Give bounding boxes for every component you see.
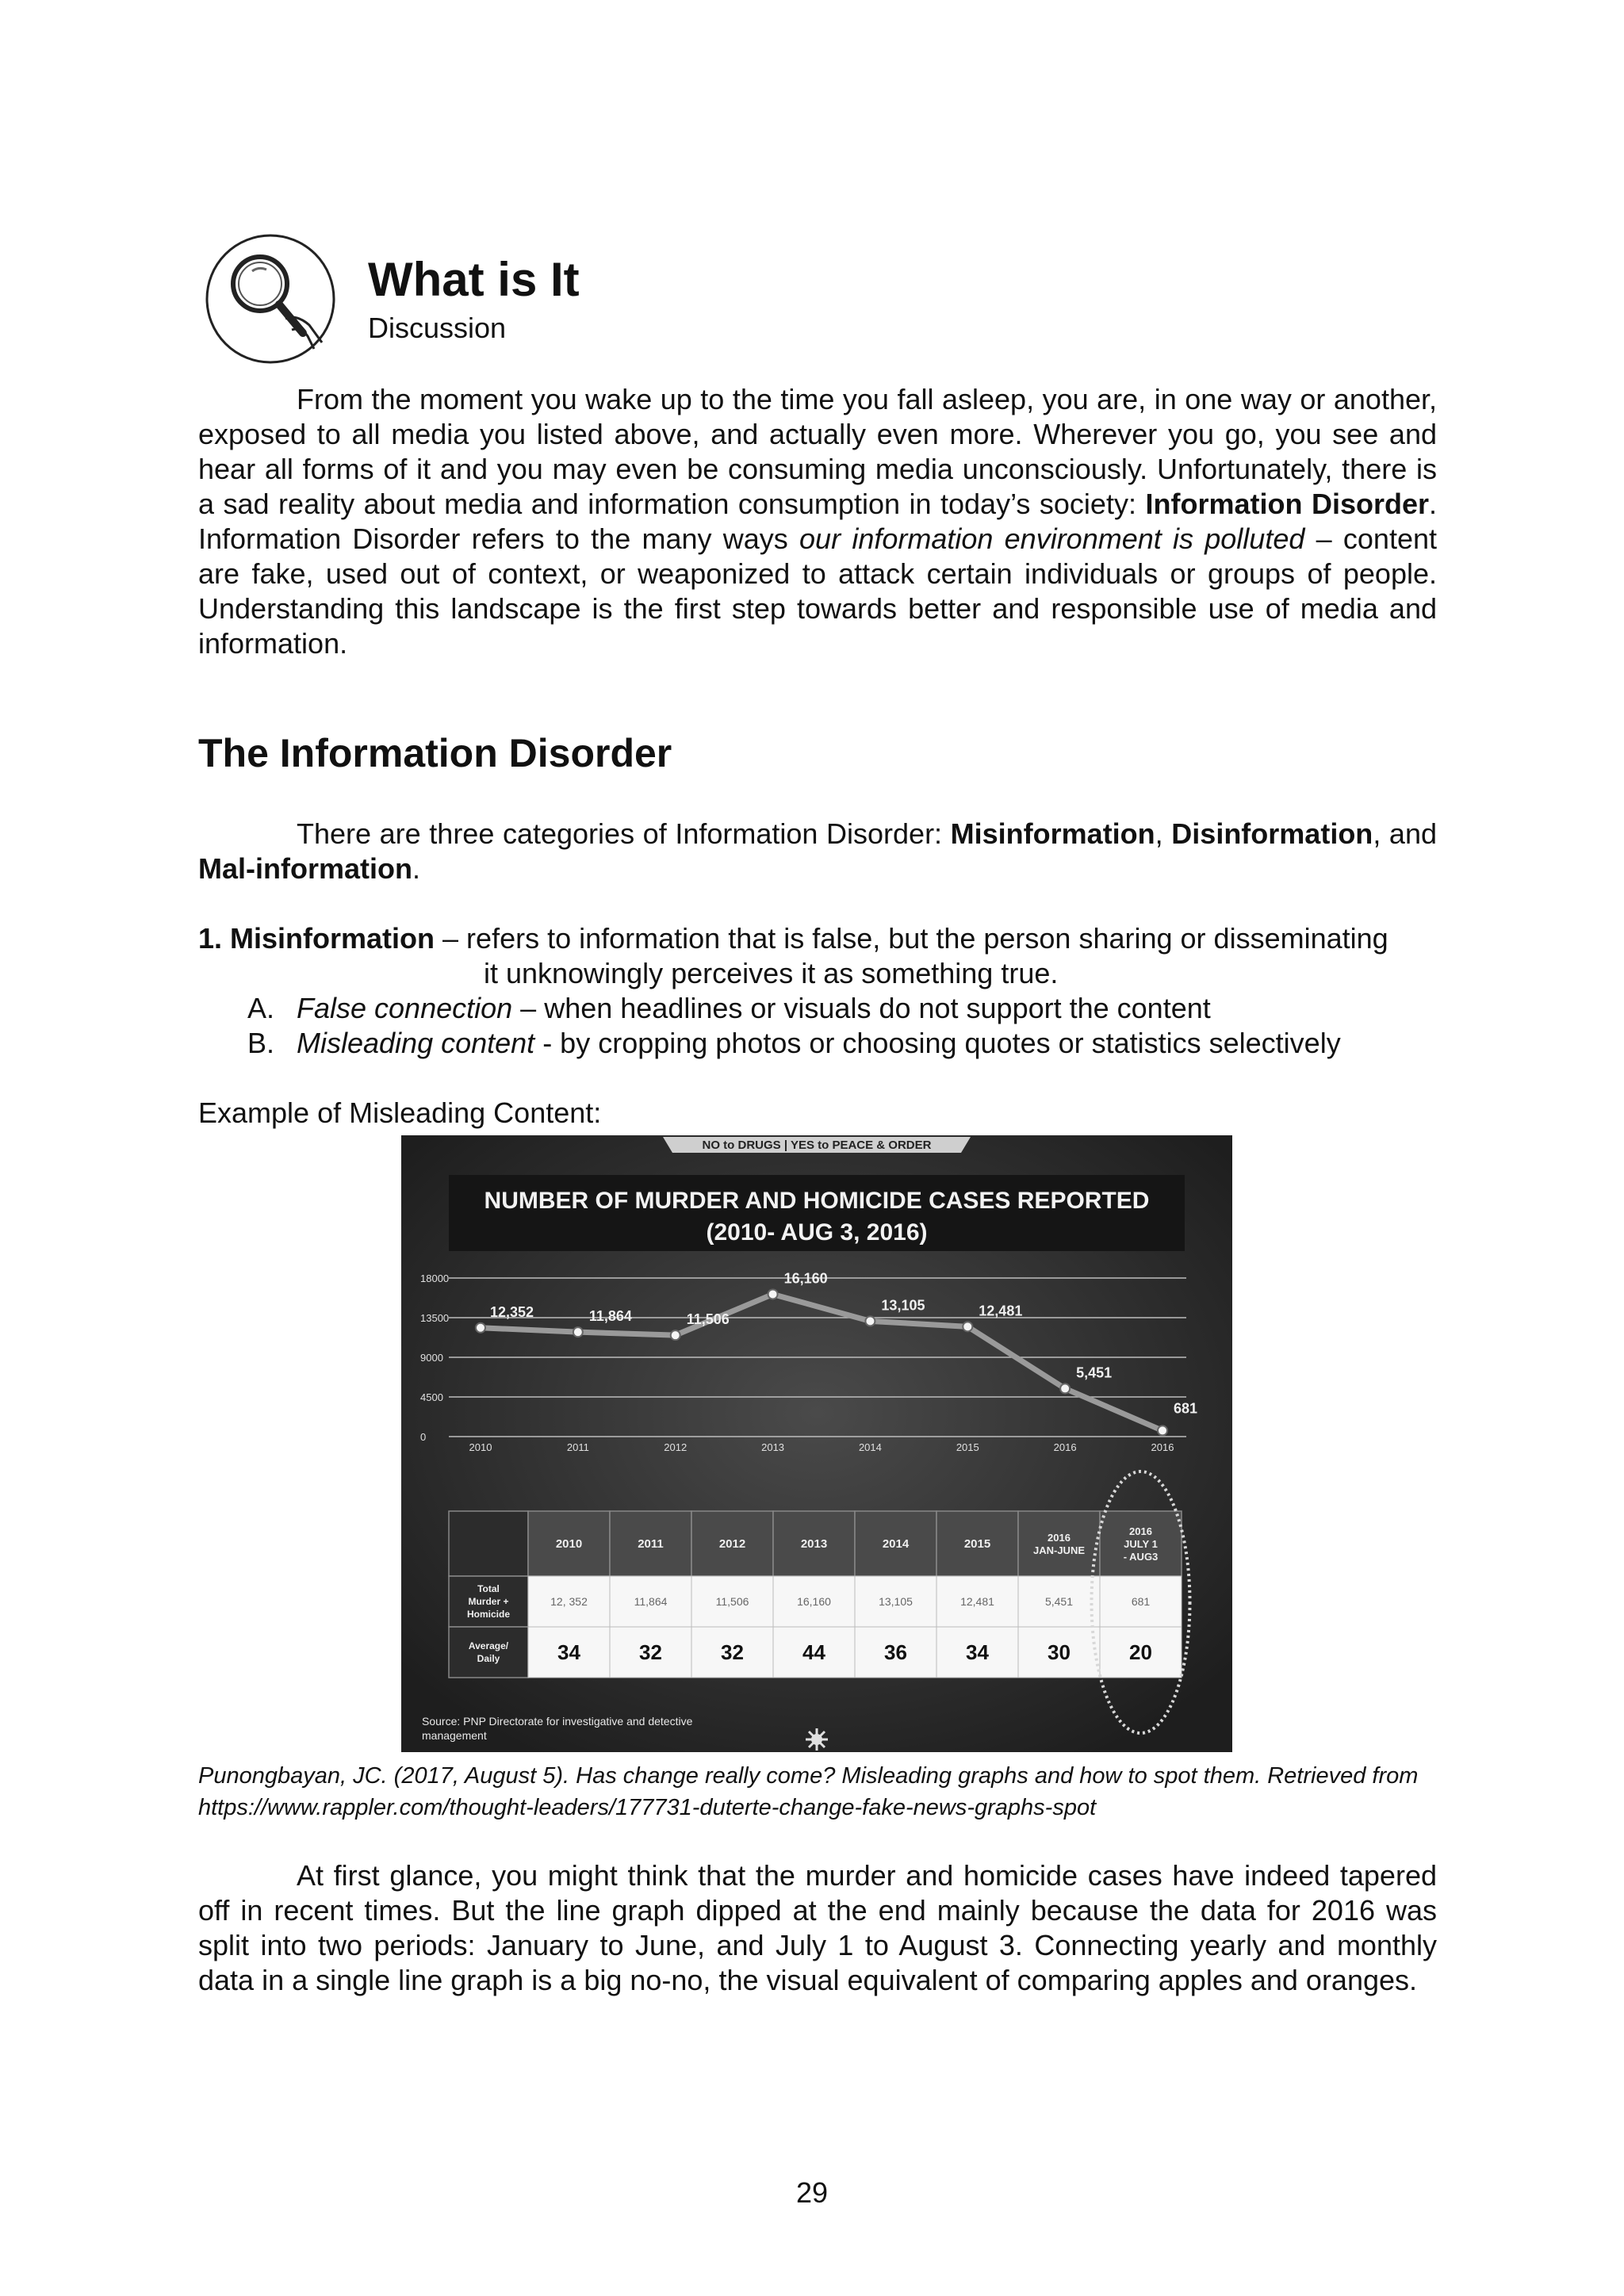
data-label: 12,481: [979, 1303, 1023, 1319]
data-label: 16,160: [783, 1270, 828, 1287]
table-cell-average: 20: [1129, 1640, 1152, 1664]
table-cell-average: 30: [1048, 1640, 1071, 1664]
table-header-text: JAN-JUNE: [1032, 1544, 1086, 1556]
data-label: 12,352: [490, 1303, 534, 1320]
sun-ornament-icon: [806, 1728, 828, 1751]
y-tick-label: 0: [420, 1431, 427, 1443]
data-point: [476, 1323, 485, 1333]
misleading-chart-figure: [401, 1135, 1232, 1752]
data-point: [768, 1289, 778, 1299]
table-cell-total: 11,864: [634, 1595, 668, 1608]
y-tick-label: 18000: [420, 1272, 450, 1284]
figure-caption: Punongbayan, JC. (2017, August 5). Has change really come? Misleading graphs and how to spot them. Retrieved from https://www.rappler.com/thought-leaders/177731-duterte-change-fake-news-graphs-spot: [198, 1763, 1419, 1820]
figure-source: Source: PNP Directorate for investigative and detective management: [422, 1715, 693, 1742]
table-header-text: 2014: [882, 1537, 910, 1551]
table-header-text: - AUG3: [1123, 1551, 1159, 1563]
table-row-label-cell: [449, 1627, 528, 1678]
y-tick-label: 9000: [420, 1352, 443, 1364]
chart-title-line2: (2010- AUG 3, 2016): [706, 1219, 928, 1246]
x-tick-label: 2012: [664, 1441, 688, 1453]
table-header-text: 2016: [1048, 1532, 1071, 1544]
page-number: 29: [795, 2176, 829, 2209]
table-header-text: 2011: [638, 1537, 664, 1551]
data-label: 13,105: [881, 1297, 925, 1314]
section-title: The Information Disorder: [198, 731, 672, 775]
data-point: [1060, 1383, 1070, 1393]
x-tick-label: 2016: [1151, 1441, 1174, 1453]
table-header-text: 2013: [800, 1537, 828, 1551]
table-row-label: Murder +: [468, 1596, 509, 1607]
data-label: 11,506: [686, 1311, 730, 1328]
table-cell-total: 12, 352: [550, 1595, 588, 1608]
table-cell-average: 32: [639, 1640, 662, 1664]
table-header-text: JULY 1: [1124, 1538, 1158, 1550]
page-subtitle: Discussion: [368, 312, 507, 344]
table-cell-average: 34: [557, 1640, 580, 1664]
figure-banner: NO to DRUGS | YES to PEACE & ORDER: [702, 1138, 932, 1152]
table-header-text: 2015: [963, 1537, 991, 1551]
chart-svg: [401, 1135, 1232, 1752]
x-tick-label: 2010: [469, 1441, 492, 1453]
intro-paragraph: From the moment you wake up to the time you fall asleep, you are, in one way or another, exposed to all media you listed above, and actually even more. Wherever you go, you see and hear all forms of it and you may even be consuming media unconsciously. Unfortunately, there is a sad reality about media and information consumption in today’s society: Information Disorder. Information Disorder refers to the many ways our information environment is polluted – content are fake, used out of context, or weaponized to attack certain individuals or groups of people. Understanding this landscape is the first step towards better and responsible use of media and information.: [198, 383, 1438, 660]
misinformation-definition: 1. Misinformation – refers to information that is false, but the person sharing or disseminating: [198, 922, 1388, 955]
x-tick-label: 2015: [956, 1441, 979, 1453]
x-tick-label: 2011: [566, 1441, 589, 1453]
table-header-text: 2012: [718, 1537, 746, 1551]
data-point: [865, 1316, 875, 1326]
table-cell-average: 32: [721, 1640, 744, 1664]
table-cell-total: 12,481: [960, 1595, 994, 1608]
data-point: [963, 1322, 972, 1331]
y-tick-label: 13500: [420, 1312, 450, 1324]
data-point: [671, 1330, 680, 1340]
table-corner-cell: [449, 1511, 528, 1576]
table-cell-total: 681: [1131, 1595, 1151, 1608]
x-tick-label: 2014: [858, 1441, 882, 1453]
categories-paragraph: There are three categories of Information Disorder: Misinformation, Disinformation, and Mal-information.: [198, 817, 1437, 885]
data-label: 681: [1174, 1400, 1198, 1417]
table-row-label: Daily: [477, 1653, 500, 1664]
table-cell-average: 36: [884, 1640, 907, 1664]
closing-paragraph: At first glance, you might think that the murder and homicide cases have indeed tapered off in recent times. But the line graph dipped at the end mainly because the data for 2016 was split into two periods: January to June, and July 1 to August 3. Connecting yearly and monthly data in a single line graph is a big no-no, the visual equivalent of comparing apples and oranges.: [198, 1859, 1437, 1996]
y-tick-label: 4500: [420, 1391, 443, 1403]
data-label: 5,451: [1076, 1364, 1113, 1381]
data-point: [1158, 1425, 1167, 1435]
table-header-text: 2016: [1129, 1525, 1152, 1537]
table-header-text: 2010: [555, 1537, 583, 1551]
list-item: A. False connection – when headlines or visuals do not support the content: [247, 992, 1211, 1024]
table-header-cell: [1018, 1511, 1100, 1576]
table-cell-total: 13,105: [879, 1595, 913, 1608]
magnifying-glass-icon: [203, 232, 338, 366]
x-tick-label: 2016: [1053, 1441, 1077, 1453]
table-cell-total: 11,506: [715, 1595, 749, 1608]
table-row-label: Average/: [468, 1640, 509, 1651]
table-cell-total: 16,160: [797, 1595, 831, 1608]
data-label: 11,864: [588, 1308, 632, 1325]
table-row-label: Homicide: [466, 1609, 511, 1620]
chart-title-line1: NUMBER OF MURDER AND HOMICIDE CASES REPORTED: [484, 1188, 1150, 1214]
x-tick-label: 2013: [761, 1441, 785, 1453]
list-item: B. Misleading content - by cropping photos or choosing quotes or statistics selectively: [247, 1027, 1341, 1059]
table-cell-average: 34: [966, 1640, 989, 1664]
term-information-disorder: Information Disorder: [1145, 488, 1429, 520]
table-cell-total: 5,451: [1044, 1595, 1074, 1608]
table-cell-average: 44: [802, 1640, 825, 1664]
data-point: [573, 1327, 583, 1337]
example-label: Example of Misleading Content:: [198, 1096, 602, 1129]
page-title: What is It: [368, 253, 580, 306]
misinformation-definition-cont: it unknowingly perceives it as something true.: [484, 957, 1059, 989]
table-row-label: Total: [477, 1583, 500, 1594]
